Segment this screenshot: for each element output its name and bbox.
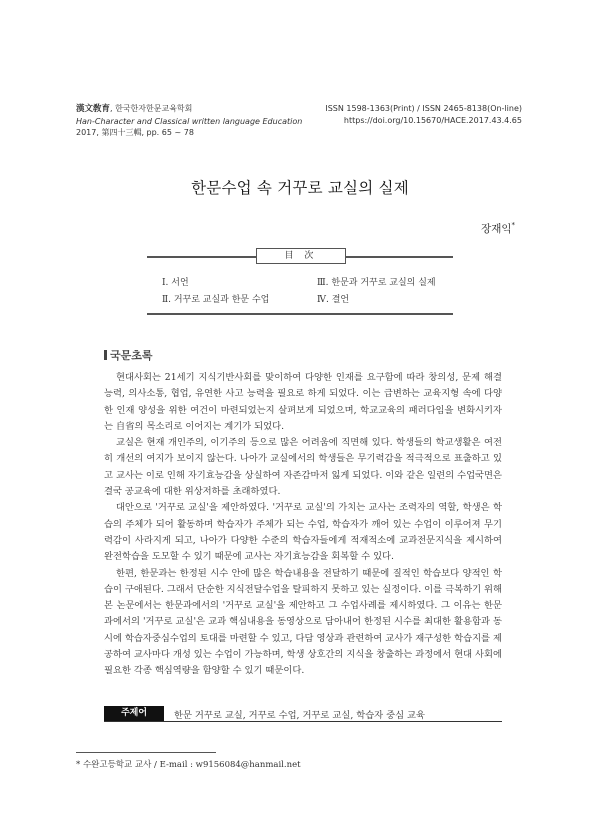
abstract-body <box>104 370 502 680</box>
author-footnote-mark: * <box>511 220 515 229</box>
footnote: * 수완고등학교 교사 / E-mail : w9156084@hanmail.net <box>76 760 301 770</box>
journal-english-name: Han-Character and Classical written language Education <box>76 116 303 126</box>
paper-title: 한문수업 속 거꾸로 교실의 실제 <box>191 179 409 197</box>
journal-header-left <box>76 103 302 139</box>
issn: ISSN 1598-1363(Print) / ISSN 2465-8138(On-line) <box>325 104 522 113</box>
society-name: , 한국한자한문교육학회 <box>110 104 193 113</box>
keywords-text: 한문 거꾸로 교실, 거꾸로 수업, 거꾸로 교실, 학습자 중심 교육 <box>174 710 426 721</box>
toc-label: 目 次 <box>256 248 346 264</box>
toc-item: Ⅱ. 거꾸로 교실과 한문 수업 <box>162 295 270 305</box>
abstract-paragraph: 교실은 현재 개인주의, 이기주의 등으로 많은 어려움에 직면해 있다. 학생들의 학교생활은 여전히 개선의 여지가 보이지 않는다. 나아가 교실에서의 학생들은 무기력감을 적극적으로 표출하고 있고 교사는 이로 인해 자기효능감을 상실하여 자존감마저 잃게 되었다. 이와 같은 일련의 수업국면은 결국 공교육에 대한 위상저하를 초래하였다. <box>104 437 502 498</box>
keywords-section <box>104 706 502 721</box>
keywords-rule <box>104 721 502 722</box>
abstract-heading <box>104 347 153 363</box>
volume-info: 2017, 第四十三輯, pp. 65 ~ 78 <box>76 128 194 137</box>
toc-item: Ⅳ. 결언 <box>317 295 350 305</box>
author <box>481 221 515 236</box>
abstract-paragraph: 한편, 한문과는 한정된 시수 안에 많은 학습내용을 전달하기 때문에 질적인 학습보다 양적인 학습이 구애된다. 그래서 단순한 지식전달수업을 탈피하지 못하고 있는 실정이다. 이를 극복하기 위해 본 논문에서는 한문과에서의 '거꾸로 교실'을 제안하고 그 수업사례를 제시하였다. 그 이유는 한문과에서의 '거꾸로 교실'은 교과 핵심내용을 동영상으로 담아내어 한정된 시수를 최대한 활용함과 동시에 학습자중심수업의 토대를 마련할 수 있고, 다담 영상과 관련하여 교사가 재구성한 학습지를 제공하여 교사마다 개성 있는 수업이 가능하며, 학생 상호간의 지식을 창출하는 과정에서 현대 사회에 필요한 각종 핵심역량을 함양할 수 있기 때문이다. <box>104 567 502 677</box>
toc-item: Ⅰ. 서언 <box>162 278 189 288</box>
author-name: 장재익 <box>481 223 512 235</box>
abstract-paragraph: 대안으로 '거꾸로 교실'을 제안하였다. '거꾸로 교실'의 가치는 교사는 조력자의 역할, 학생은 학습의 주체가 되어 활동하며 학습자가 주체가 되는 수업, 학습자가 깨어 있는 수업이 이루어져 무기력감이 사라지게 되고, 나아가 다양한 수준의 학습자들에게 적재적소에 교과전문지식을 제시하여 완전학습을 도모할 수 있기 때문에 교사는 자기효능감을 회복할 수 있다. <box>104 502 502 563</box>
doi-link[interactable]: https://doi.org/10.15670/HACE.2017.43.4.65 <box>343 115 522 125</box>
keywords-label: 주제어 <box>104 706 164 721</box>
heading-bar <box>104 350 107 360</box>
abstract-heading-label: 국문초록 <box>110 349 153 362</box>
abstract-paragraph: 현대사회는 21세기 지식기반사회를 맞이하여 다양한 인재를 요구함에 따라 창의성, 문제 해결 능력, 의사소통, 협업, 유연한 사고 능력을 필요로 하게 되었다. 이는 급변하는 교육지형 속에 다양한 인재 양성을 위한 여건이 마련되었는지 살펴보게 되었으며, 학교교육의 패러다임을 변화시키자는 自省의 목소리로 이어지는 계기가 되었다. <box>104 372 502 432</box>
footnote-divider <box>76 752 216 753</box>
journal-header-right <box>325 103 522 126</box>
toc-item: Ⅲ. 한문과 거꾸로 교실의 실제 <box>317 278 436 288</box>
journal-name: 漢文敎育 <box>76 104 111 114</box>
